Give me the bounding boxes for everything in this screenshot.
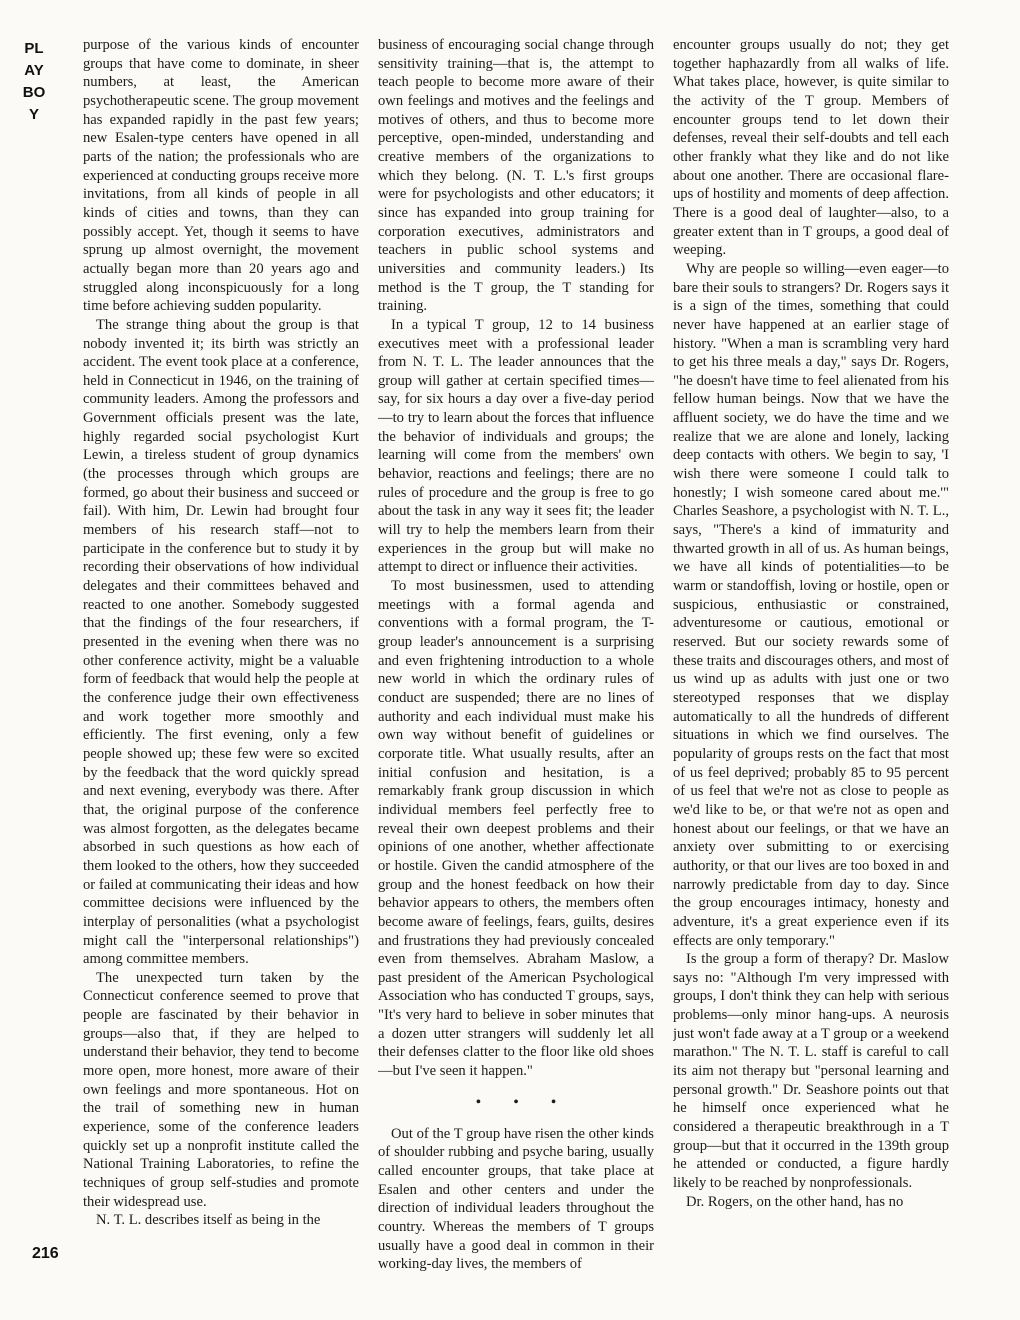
paragraph: purpose of the various kinds of encounter groups that have come to dominate, in sheer numbers, at least, the American psychotherapeutic scene. The group movement has expanded rapidly in the past few years; new Esalen-type centers have opened in all parts of the nation; the professionals who are experienced at conducting groups receive more invitations, from all kinds of people in all kinds of cities and towns, than they can possibly accept. Yet, though it seems to have sprung up almost overnight, the movement actually began more than 20 years ago and struggled along inconspicuously for a long time before achieving sudden popularity. <box>83 37 359 315</box>
paragraph: business of encouraging social change through sensitivity training—that is, the attempt to teach people to become more aware of their own feelings and motives and the feelings and motives of others, and thus to become more perceptive, open-minded, understanding and creative members of the organizations to which they belong. (N. T. L.'s first groups were for psychologists and other educators; it since has expanded into group training for corporation executives, administrators and teachers in public school systems and universities and community leaders.) Its method is the T group, the T standing for training. <box>378 37 654 315</box>
paragraph: Out of the T group have risen the other kinds of shoulder rubbing and psyche baring, usually called encounter groups, that take place at Esalen and other centers and under the direction of individual leaders throughout the country. Whereas the members of T groups usually have a good deal in common in their working-day lives, the members of <box>378 1125 654 1273</box>
page-number: 216 <box>32 1245 59 1262</box>
text-column-1 <box>83 36 359 1281</box>
paragraph: Why are people so willing—even eager—to bare their souls to strangers? Dr. Rogers says it is a sign of the times, something that could never have happened at an earlier stage of history. "When a man is scrambling very hard to get his three meals a day," says Dr. Rogers, "he doesn't have time to feel alienated from his fellow human beings. Now that we have the affluent society, we do have the time and we realize that we are alone and lonely, lacking deep contacts with others. We begin to say, 'I wish there were someone I could talk to honestly; I wish someone cared about me.'" Charles Seashore, a psychologist with N. T. L., says, "There's a kind of immaturity and thwarted growth in all of us. As human beings, we have all kinds of potentialities—to be warm or standoffish, loving or hostile, open or suspicious, enthusiastic or constrained, adventuresome or cautious, emotional or reserved. But our society rewards some of these traits and discourages others, and most of us wind up as adults with just one or two stereotyped responses that we display automatically to all the hundreds of different situations in which we find ourselves. The popularity of groups rests on the fact that most of us feel deprived; probably 85 to 95 percent of us feel that we're not as close to people as we'd like to be, or that we're not as open and honest about our feelings, or that we have an anxiety over submitting to or exercising authority, or that our lives are too boxed in and narrowly predictable from day to day. Since the group encourages intimacy, honesty and adventure, it's a great experience even if its effects are only temporary." <box>673 260 949 949</box>
paragraph: encounter groups usually do not; they get together haphazardly from all walks of life. What takes place, however, is quite similar to the activity of the T group. Members of encounter groups tend to let down their defenses, reveal their self-doubts and tell each other frankly what they like and do not like about one another. There are occasional flare-ups of hostility and moments of deep affection. There is a good deal of laughter—also, to a greater extent than in T groups, a good deal of weeping. <box>673 37 949 259</box>
paragraph: In a typical T group, 12 to 14 business executives meet with a professional leader from N. T. L. The leader announces that the group will gather at certain specified times—say, for six hours a day over a five-day period—to try to learn about the forces that influence the behavior of individuals and groups; the learning will come from the members' own behavior, reactions and feelings; there are no rules of procedure and the group is free to go about the task in any way it sees fit; the leader will try to help the members learn from their experiences in the group but will make no attempt to direct or influence their activities. <box>378 316 654 576</box>
paragraph: The unexpected turn taken by the Connecticut conference seemed to prove that people are fascinated by their behavior in groups—also that, if they are helped to understand their behavior, they tend to become more open, more honest, more aware of their own feelings and more spontaneous. Hot on the trail of something new in human experience, some of the conference leaders quickly set up a nonprofit institute called the National Training Laboratories, to refine the techniques of group self-studies and promote their widespread use. <box>83 969 359 1210</box>
paragraph: N. T. L. describes itself as being in the <box>96 1212 321 1229</box>
paragraph: Is the group a form of therapy? Dr. Maslow says no: "Although I'm very impressed with groups, I don't think they can help with serious problems—only minor hang-ups. A neurosis just won't fade away at a T group or a weekend marathon." The N. T. L. staff is careful to call its aim not therapy but "personal learning and personal growth." Dr. Seashore points out that he himself once experienced what he considered a therapeutic breakthrough in a T group—but that it occurred in the 139th group he attended or conducted, a figure hardly likely to be reached by nonprofessionals. <box>673 951 949 1192</box>
text-column-3 <box>673 36 949 1281</box>
paragraph: To most businessmen, used to attending meetings with a formal agenda and conventions with a formal program, the T-group leader's announcement is a surprising and even frightening introduction to a whole new world in which the ordinary rules of conduct are suspended; there are no lines of authority and each individual must make his own way without benefit of guidelines or corporate title. What usually results, after an initial confusion and hesitation, is a remarkably frank group discussion in which individual members feel perfectly free to reveal their own deepest problems and their opinions of one another, whether affectionate or hostile. Given the candid atmosphere of the group and the honest feedback on how their behavior appears to others, the members often become aware of feelings, fears, guilts, desires and frustrations they had previously concealed even from themselves. Abraham Maslow, a past president of the American Psychological Association who has conducted T groups, says, "It's very hard to believe in sober minutes that a dozen utter strangers will suddenly let all their defenses clatter to the floor like old shoes—but I've seen it happen." <box>378 578 654 1080</box>
magazine-name: PLAYBOY <box>22 40 46 123</box>
paragraph: Dr. Rogers, on the other hand, has no <box>686 1193 904 1210</box>
paragraph: The strange thing about the group is that nobody invented it; its birth was strictly an accident. The event took place at a conference, held in Connecticut in 1946, on the training of community leaders. Among the professors and Government officials present was the late, highly regarded social psychologist Kurt Lewin, a tireless student of group dynamics (the processes through which groups are formed, go about their business and succeed or fail). With him, Dr. Lewin had brought four members of his research staff—not to participate in the conference but to study it by recording their observations of how individual delegates and their committees behaved and reacted to one another. Somebody suggested that the findings of the four researchers, if presented in the evening when there was no other conference activity, might be a valuable form of feedback that would help the people at the conference judge their own effectiveness and work together more smoothly and efficiently. The first evening, only a few people showed up; these few were so excited by the feedback that the word quickly spread and next evening, everybody was there. After that, the original purpose of the conference was almost forgotten, as the delegates became absorbed in such questions as how each of them looked to the others, how they succeeded or failed at communicating their ideas and how committee decisions were influenced by the interplay of personalities (what a psychologist might call the "interpersonal relationships") among committee members. <box>83 316 359 968</box>
text-column-2 <box>378 36 654 1281</box>
section-break: • • • <box>475 1093 571 1111</box>
